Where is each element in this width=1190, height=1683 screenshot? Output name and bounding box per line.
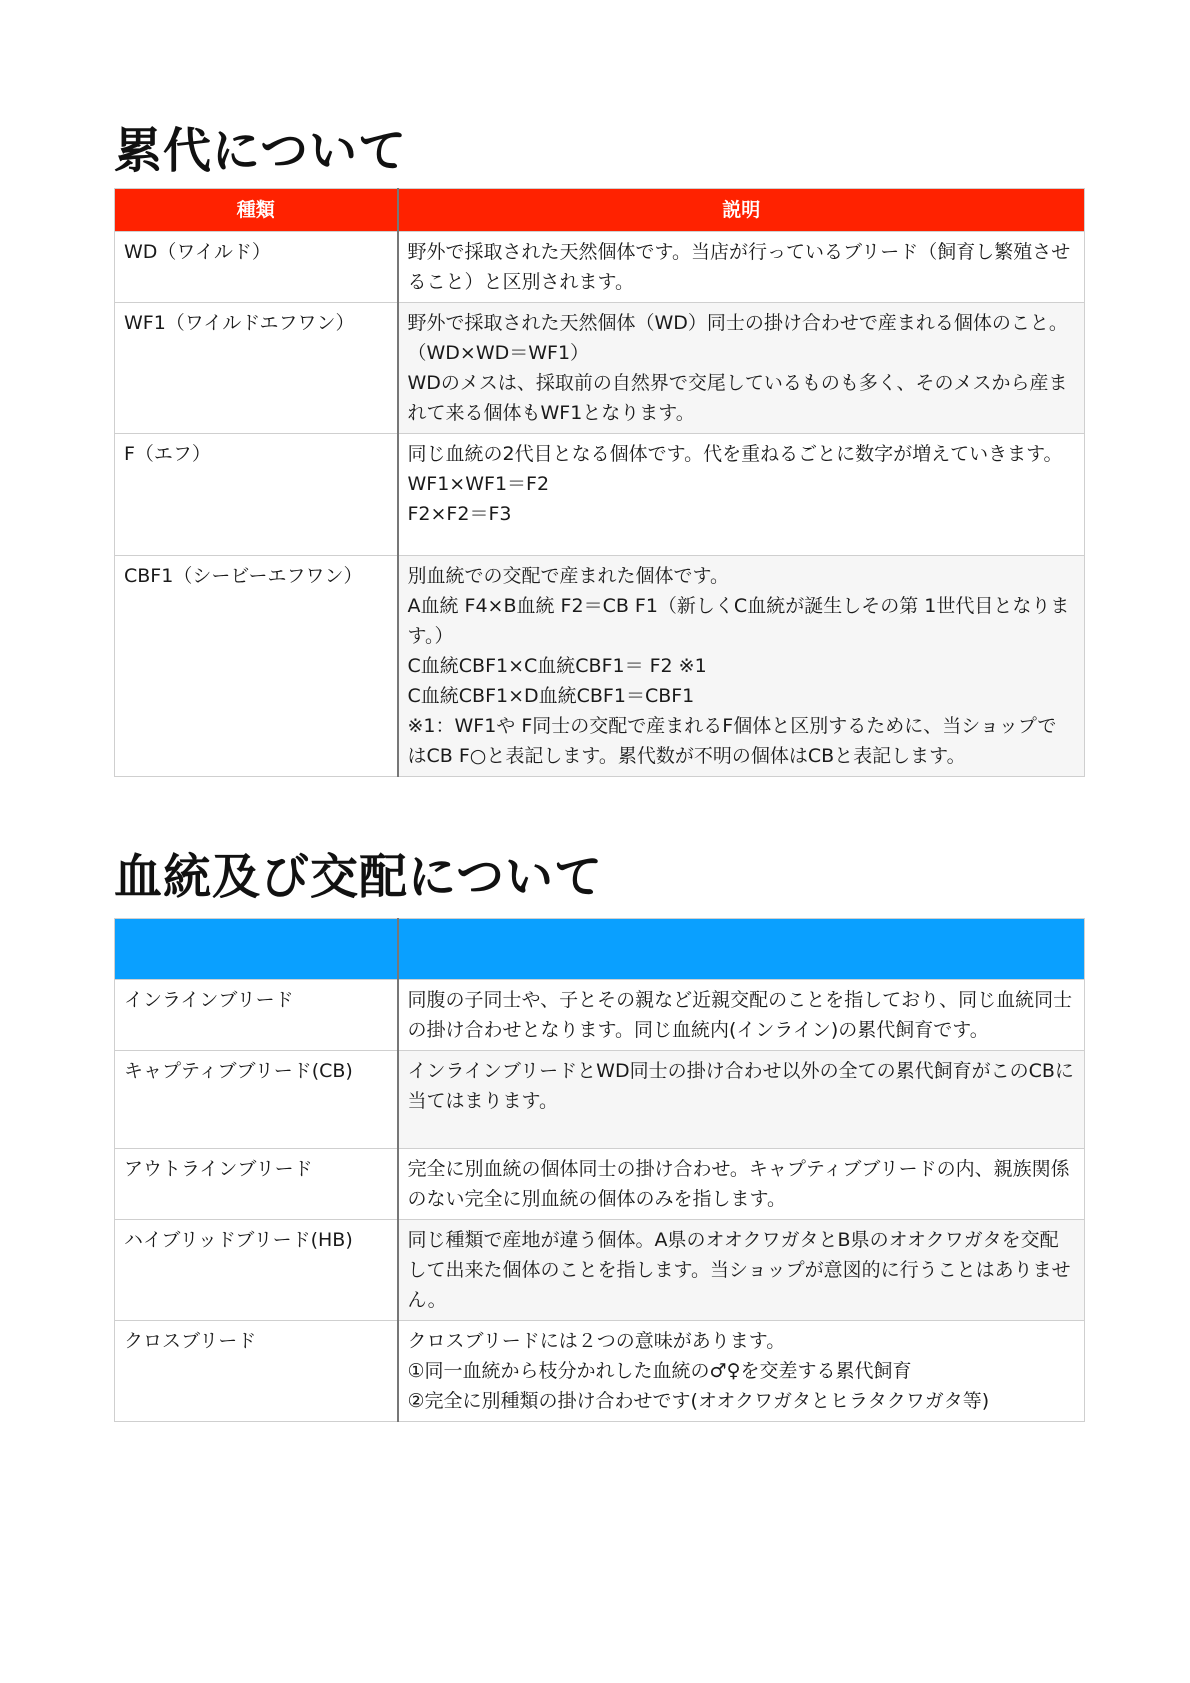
row-name: インラインブリード — [115, 980, 398, 1051]
row-name: ハイブリッドブリード(HB) — [115, 1220, 398, 1321]
row-description: クロスブリードには２つの意味があります。 ①同一血統から枝分かれした血統の♂♀を交差する累代飼育 ②完全に別種類の掛け合わせです(オオクワガタとヒラタクワガタ等) — [398, 1321, 1085, 1422]
table-row — [115, 434, 1085, 556]
row-description: 野外で採取された天然個体（WD）同士の掛け合わせで産まれる個体のこと。（WD×WD＝WF1） WDのメスは、採取前の自然界で交尾しているものも多く、そのメスから産まれて来る個体もWF1となります。 — [398, 303, 1085, 434]
header-type: 種類 — [115, 189, 398, 232]
lineage-table — [114, 188, 1085, 777]
table-row — [115, 1220, 1085, 1321]
row-description: 野外で採取された天然個体です。当店が行っているブリード（飼育し繁殖させること）と区別されます。 — [398, 232, 1085, 303]
row-name: アウトラインブリード — [115, 1149, 398, 1220]
row-description: 同腹の子同士や、子とその親など近親交配のことを指しており、同じ血統同士の掛け合わせとなります。同じ血統内(インライン)の累代飼育です。 — [398, 980, 1085, 1051]
row-description: 完全に別血統の個体同士の掛け合わせ。キャプティブブリードの内、親族関係のない完全に別血統の個体のみを指します。 — [398, 1149, 1085, 1220]
row-name: WF1（ワイルドエフワン） — [115, 303, 398, 434]
row-name: クロスブリード — [115, 1321, 398, 1422]
table-header-row — [115, 919, 1085, 980]
row-description: 別血統での交配で産まれた個体です。 A血統 F4×B血統 F2＝CB F1（新しくC血統が誕生しその第 1世代目となります。） C血統CBF1×C血統CBF1＝ F2 ※1 C血統CBF1×D血統CBF1＝CBF1 ※1：WF1や F同士の交配で産まれるF個体と区別するために、当ショップではCB F○と表記します。累代数が不明の個体はCBと表記します。 — [398, 556, 1085, 777]
header-description: 説明 — [398, 189, 1085, 232]
table-row — [115, 1051, 1085, 1149]
row-description: 同じ血統の2代目となる個体です。代を重ねるごとに数字が増えていきます。 WF1×WF1＝F2 F2×F2＝F3 — [398, 434, 1085, 556]
table-row — [115, 1149, 1085, 1220]
section-title-lineage: 累代について — [114, 123, 408, 179]
row-description: インラインブリードとWD同士の掛け合わせ以外の全ての累代飼育がこのCBに当てはまります。 — [398, 1051, 1085, 1149]
section-title-bloodline: 血統及び交配について — [114, 849, 604, 905]
table-row — [115, 980, 1085, 1051]
row-description: 同じ種類で産地が違う個体。A県のオオクワガタとB県のオオクワガタを交配して出来た個体のことを指します。当ショップが意図的に行うことはありません。 — [398, 1220, 1085, 1321]
table-row — [115, 556, 1085, 777]
table-header-row — [115, 189, 1085, 232]
bloodline-table — [114, 918, 1085, 1422]
header-description — [398, 919, 1085, 980]
row-name: キャプティブブリード(CB) — [115, 1051, 398, 1149]
table-row — [115, 1321, 1085, 1422]
row-name: CBF1（シービーエフワン） — [115, 556, 398, 777]
row-name: WD（ワイルド） — [115, 232, 398, 303]
row-name: F（エフ） — [115, 434, 398, 556]
table-row — [115, 232, 1085, 303]
table-row — [115, 303, 1085, 434]
header-type — [115, 919, 398, 980]
